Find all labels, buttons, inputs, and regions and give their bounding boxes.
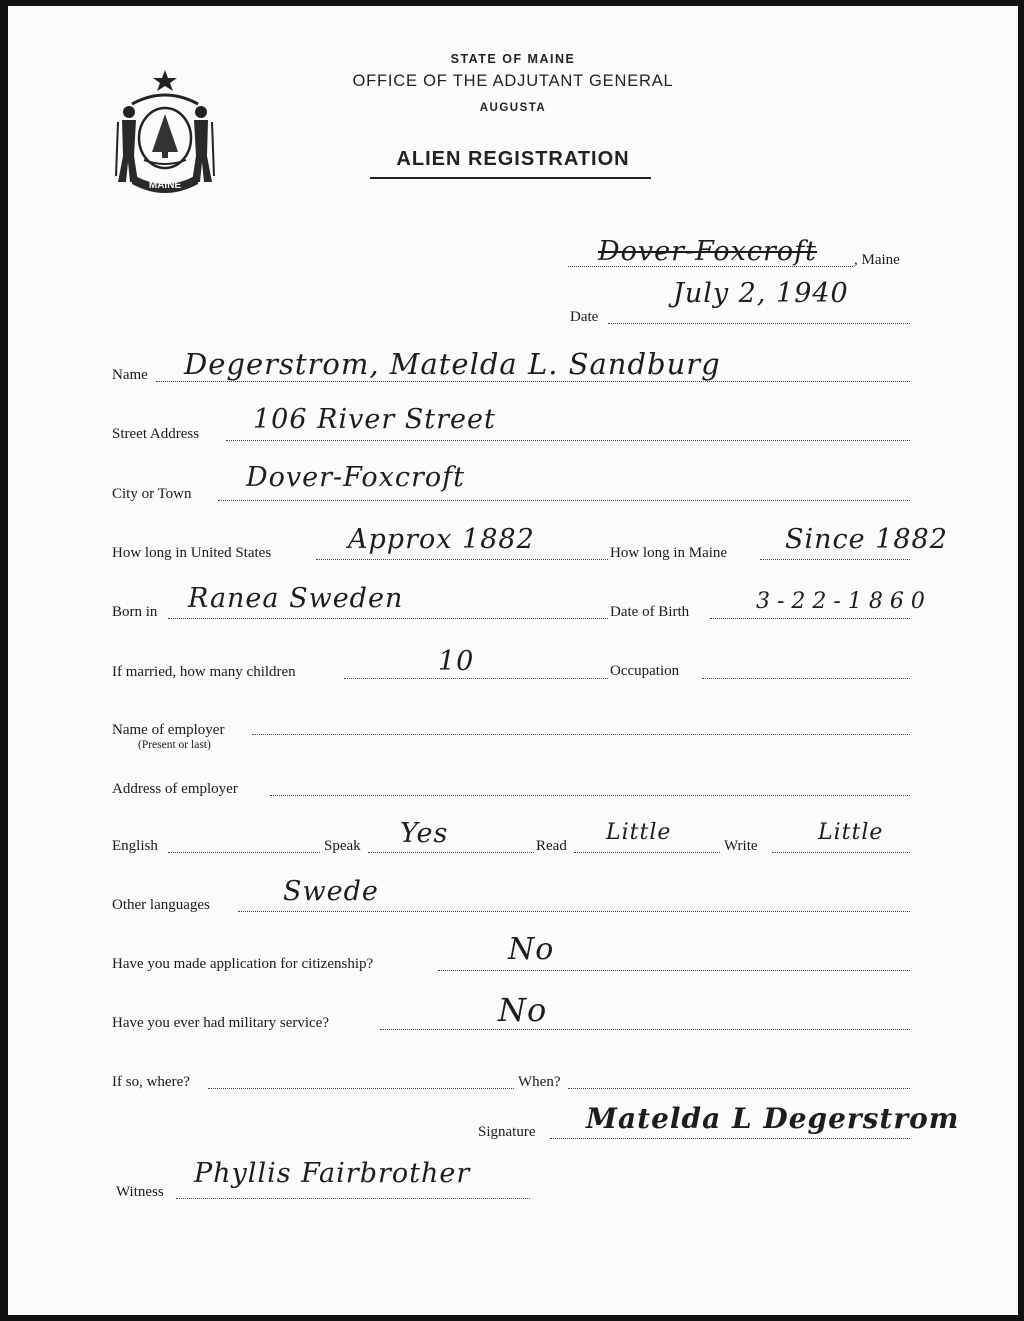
- citizenship-value[interactable]: No: [508, 932, 555, 967]
- how-long-maine-label: How long in Maine: [610, 545, 728, 561]
- speak-label: Speak: [324, 838, 361, 854]
- how-long-us-line: [316, 559, 608, 560]
- citizenship-line: [438, 970, 910, 971]
- children-label: If married, how many children: [112, 664, 296, 680]
- date-of-birth-label: Date of Birth: [610, 604, 690, 620]
- employer-address-label: Address of employer: [112, 781, 238, 797]
- city-heading: AUGUSTA: [479, 102, 547, 114]
- title-underline: [370, 177, 651, 179]
- place-value[interactable]: Dover-Foxcroft: [598, 236, 818, 267]
- read-value[interactable]: Little: [606, 820, 672, 845]
- citizenship-label: Have you made application for citizenship?: [112, 956, 374, 972]
- write-value[interactable]: Little: [818, 820, 884, 845]
- english-line: [168, 852, 320, 853]
- signature-line: [550, 1138, 910, 1139]
- name-line: [156, 381, 910, 382]
- how-long-us-label: How long in United States: [112, 545, 272, 561]
- employer-address-line: [270, 795, 910, 796]
- write-label: Write: [724, 838, 758, 854]
- read-line: [574, 852, 720, 853]
- date-line: [608, 323, 910, 324]
- date-label: Date: [570, 309, 599, 325]
- date-of-birth-value[interactable]: 3-22-1860: [756, 589, 932, 614]
- city-label: City or Town: [112, 486, 192, 502]
- english-label: English: [112, 838, 158, 854]
- when-label: When?: [518, 1074, 561, 1090]
- read-label: Read: [536, 838, 567, 854]
- witness-line: [176, 1198, 530, 1199]
- form-title: ALIEN REGISTRATION: [396, 148, 630, 170]
- military-line: [380, 1029, 910, 1030]
- name-label: Name: [112, 367, 148, 383]
- maine-label: , Maine: [854, 252, 900, 268]
- born-in-label: Born in: [112, 604, 158, 620]
- office-heading: OFFICE OF THE ADJUTANT GENERAL: [352, 72, 674, 90]
- born-in-line: [168, 618, 608, 619]
- state-heading: STATE OF MAINE: [450, 52, 576, 66]
- born-in-value[interactable]: Ranea Sweden: [188, 583, 404, 614]
- employer-note: (Present or last): [138, 739, 211, 751]
- date-of-birth-line: [710, 618, 910, 619]
- other-languages-label: Other languages: [112, 897, 210, 913]
- street-line: [226, 440, 910, 441]
- city-line: [218, 500, 910, 501]
- street-value[interactable]: 106 River Street: [253, 404, 496, 435]
- how-long-us-value[interactable]: Approx 1882: [348, 524, 535, 555]
- military-label: Have you ever had military service?: [112, 1015, 329, 1031]
- how-long-maine-line: [760, 559, 910, 560]
- other-languages-value[interactable]: Swede: [283, 876, 379, 907]
- witness-label: Witness: [116, 1184, 164, 1200]
- speak-value[interactable]: Yes: [400, 818, 449, 849]
- city-value[interactable]: Dover-Foxcroft: [246, 462, 466, 493]
- occupation-line: [702, 678, 910, 679]
- witness-value[interactable]: Phyllis Fairbrother: [194, 1158, 471, 1189]
- children-value[interactable]: 10: [438, 646, 475, 677]
- where-line: [208, 1088, 514, 1089]
- speak-line: [368, 852, 534, 853]
- occupation-label: Occupation: [610, 663, 680, 679]
- where-label: If so, where?: [112, 1074, 190, 1090]
- employer-name-line: [252, 734, 910, 735]
- other-languages-line: [238, 911, 910, 912]
- when-line: [568, 1088, 910, 1089]
- how-long-maine-value[interactable]: Since 1882: [785, 524, 948, 555]
- signature-value[interactable]: Matelda L Degerstrom: [586, 1102, 960, 1135]
- write-line: [772, 852, 910, 853]
- employer-name-label: Name of employer: [112, 722, 225, 738]
- military-value[interactable]: No: [498, 991, 548, 1029]
- seal-text: MAINE: [148, 180, 182, 191]
- name-value[interactable]: Degerstrom, Matelda L. Sandburg: [184, 347, 721, 381]
- date-value[interactable]: July 2, 1940: [673, 278, 849, 309]
- registration-form: [8, 6, 1018, 1315]
- children-line: [344, 678, 608, 679]
- street-label: Street Address: [112, 426, 200, 442]
- signature-label: Signature: [478, 1124, 536, 1140]
